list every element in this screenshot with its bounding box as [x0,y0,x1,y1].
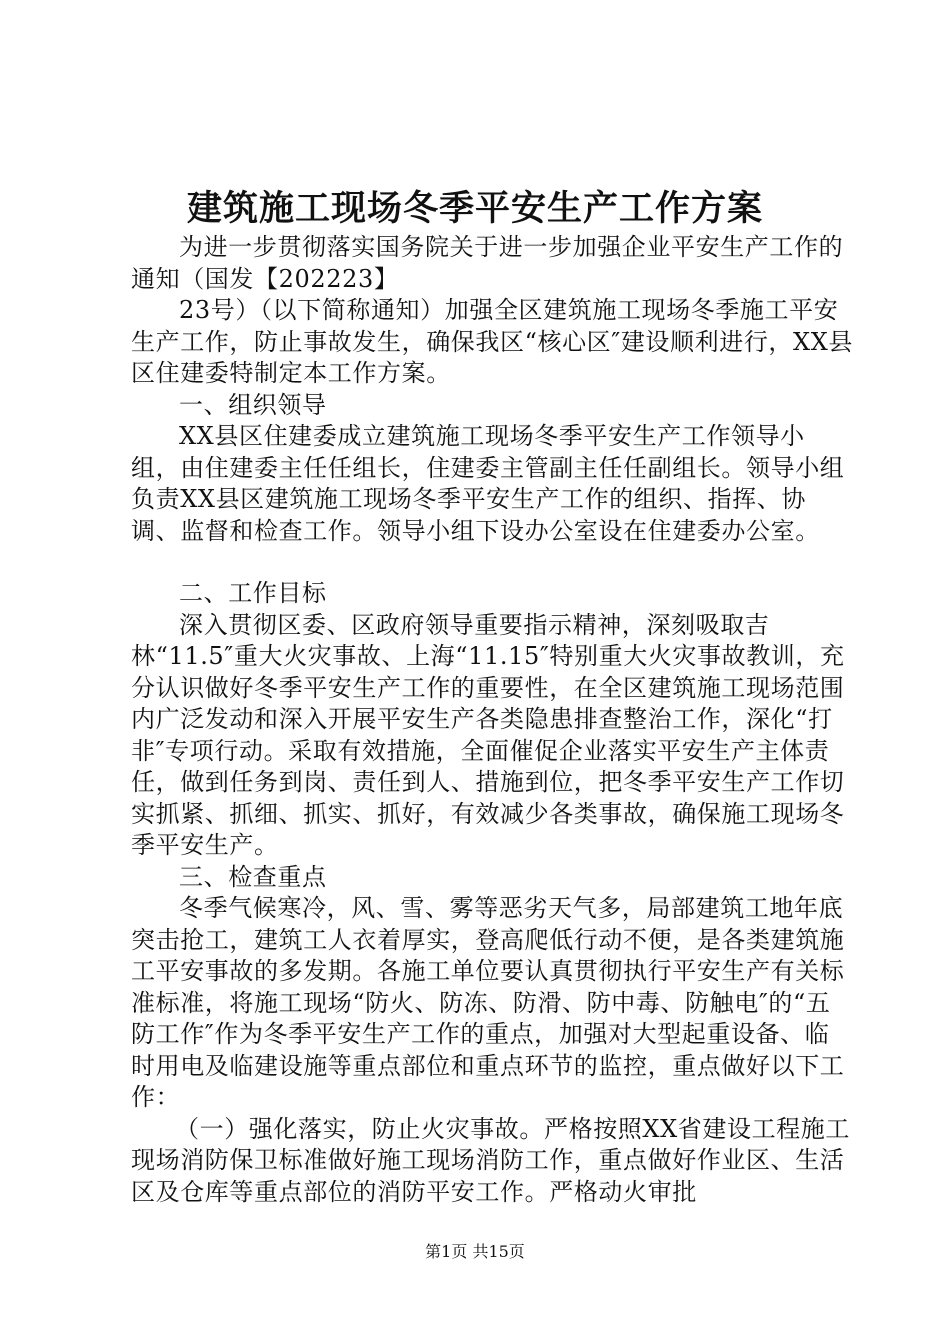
paragraph-leadership: XX县区住建委成立建筑施工现场冬季平安生产工作领导小组，由住建委主任任组长，住建委主管副主任任副组长。领导小组负责XX县区建筑施工现场冬季平安生产工作的组织、指挥、协调、监督和检查工作。领导小组下设办公室设在住建委办公室。 [131,422,845,545]
paragraph-intro: 为进一步贯彻落实国务院关于进一步加强企业平安生产工作的通知（国发【202223】 [131,233,844,293]
section-heading-inspection: 三、检查重点 [179,862,327,891]
paragraph-goals: 深入贯彻区委、区政府领导重要指示精神，深刻吸取吉林“11.5″重大火灾事故、上海“11.15″特别重大火灾事故教训，充分认识做好冬季平安生产工作的重要性，在全区建筑施工现场范围内广泛发动和深入开展平安生产各类隐患排查整治工作，深化“打非″专项行动。采取有效措施，全面催促企业落实平安生产主体责任，做到任务到岗、责任到人、措施到位，把冬季平安生产工作切实抓紧、抓细、抓实、抓好，有效减少各类事故，确保施工现场冬季平安生产。 [131,610,845,859]
paragraph-intro-continued: 23号）（以下简称通知）加强全区建筑施工现场冬季施工平安生产工作，防止事故发生，确保我区“核心区″建设顺利进行，XX县区住建委特制定本工作方案。 [131,296,854,387]
page-number-footer: 第1页 共15页 [425,1242,525,1261]
document-title: 建筑施工现场冬季平安生产工作方案 [186,188,763,229]
section-heading-goals: 二、工作目标 [179,579,327,607]
paragraph-item-fire-prevention: （一）强化落实，防止火灾事故。严格按照XX省建设工程施工现场消防保卫标准做好施工现场消防工作，重点做好作业区、生活区及仓库等重点部位的消防平安工作。严格动火审批 [131,1114,850,1206]
section-heading-leadership: 一、组织领导 [179,390,327,419]
document-body [131,232,853,1208]
paragraph-inspection: 冬季气候寒冷，风、雪、雾等恶劣天气多，局部建筑工地年底突击抢工，建筑工人衣着厚实，登高爬低行动不便，是各类建筑施工平安事故的多发期。各施工单位要认真贯彻执行平安生产有关标准标准，将施工现场“防火、防冻、防滑、防中毒、防触电″的“五防工作″作为冬季平安生产工作的重点，加强对大型起重设备、临时用电及临建设施等重点部位和重点环节的监控，重点做好以下工作： [131,894,845,1111]
